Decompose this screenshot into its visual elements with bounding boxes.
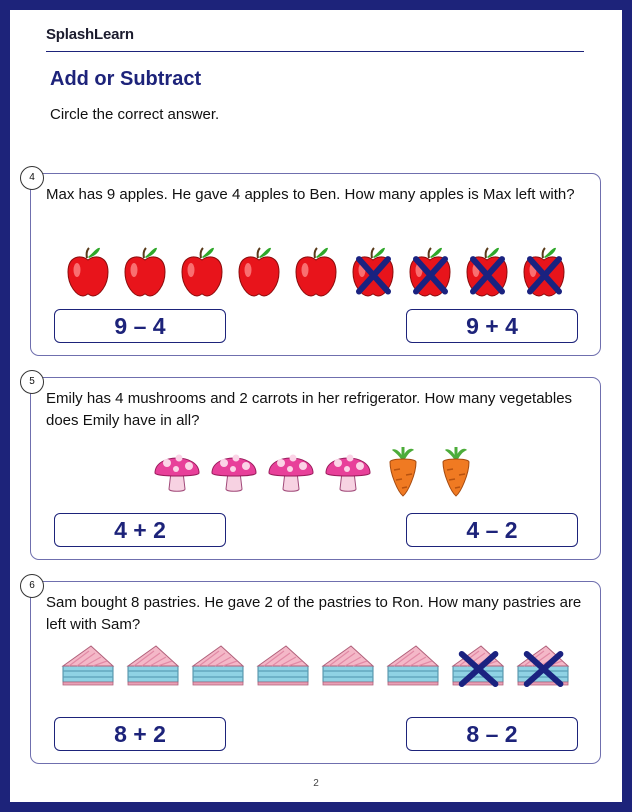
carrot-item	[380, 444, 426, 498]
header-divider	[46, 51, 584, 52]
apple-icon	[462, 244, 512, 298]
carrot-item	[433, 444, 479, 498]
apple-icon	[120, 244, 170, 298]
mushroom-item	[209, 444, 259, 496]
apple-item	[234, 244, 284, 298]
mushroom-item	[152, 444, 202, 496]
answer-option-right[interactable]: 9 + 4	[406, 309, 578, 343]
pastry-icon	[449, 640, 507, 690]
apple-item	[405, 244, 455, 298]
pastry-icon	[59, 640, 117, 690]
carrot-icon	[380, 444, 426, 498]
question-card-5	[30, 377, 601, 560]
worksheet-page	[10, 10, 622, 802]
mushroom-icon	[152, 444, 202, 496]
pastry-icon	[384, 640, 442, 690]
mushroom-item	[323, 444, 373, 496]
pastry-item	[319, 640, 377, 690]
mushroom-icon	[209, 444, 259, 496]
pastry-icon	[254, 640, 312, 690]
instruction-text: Circle the correct answer.	[50, 106, 220, 123]
question-number: 6	[20, 574, 44, 598]
apple-icon	[63, 244, 113, 298]
answer-option-left[interactable]: 8 + 2	[54, 717, 226, 751]
pastry-item	[254, 640, 312, 690]
apple-item	[63, 244, 113, 298]
apple-item	[519, 244, 569, 298]
apple-icon	[519, 244, 569, 298]
pastry-item	[124, 640, 182, 690]
pastry-item	[449, 640, 507, 690]
question-card-4	[30, 173, 601, 356]
answer-option-right[interactable]: 8 – 2	[406, 717, 578, 751]
page-number: 2	[313, 778, 319, 789]
apple-icon	[348, 244, 398, 298]
picture-row	[31, 244, 600, 300]
apple-icon	[177, 244, 227, 298]
question-card-6	[30, 581, 601, 764]
apple-item	[177, 244, 227, 298]
pastry-item	[59, 640, 117, 690]
mushroom-icon	[266, 444, 316, 496]
question-text: Emily has 4 mushrooms and 2 carrots in her refrigerator. How many vegetables does Emily have in all?	[46, 390, 573, 429]
pastry-icon	[189, 640, 247, 690]
pastry-icon	[124, 640, 182, 690]
answer-option-right[interactable]: 4 – 2	[406, 513, 578, 547]
question-text: Max has 9 apples. He gave 4 apples to Ben. How many apples is Max left with?	[46, 186, 575, 203]
carrot-icon	[433, 444, 479, 498]
question-text: Sam bought 8 pastries. He gave 2 of the pastries to Ron. How many pastries are left with Sam?	[46, 594, 582, 633]
pastry-icon	[319, 640, 377, 690]
picture-row	[31, 444, 600, 500]
apple-icon	[291, 244, 341, 298]
pastry-item	[189, 640, 247, 690]
mushroom-item	[266, 444, 316, 496]
pastry-item	[384, 640, 442, 690]
picture-row	[31, 640, 600, 696]
apple-item	[120, 244, 170, 298]
brand-logo: SplashLearn	[46, 26, 134, 43]
mushroom-icon	[323, 444, 373, 496]
pastry-item	[514, 640, 572, 690]
page-title: Add or Subtract	[50, 68, 202, 90]
answer-option-left[interactable]: 9 – 4	[54, 309, 226, 343]
question-number: 4	[20, 166, 44, 190]
apple-icon	[234, 244, 284, 298]
apple-item	[291, 244, 341, 298]
answer-option-left[interactable]: 4 + 2	[54, 513, 226, 547]
question-number: 5	[20, 370, 44, 394]
apple-item	[462, 244, 512, 298]
pastry-icon	[514, 640, 572, 690]
apple-item	[348, 244, 398, 298]
apple-icon	[405, 244, 455, 298]
